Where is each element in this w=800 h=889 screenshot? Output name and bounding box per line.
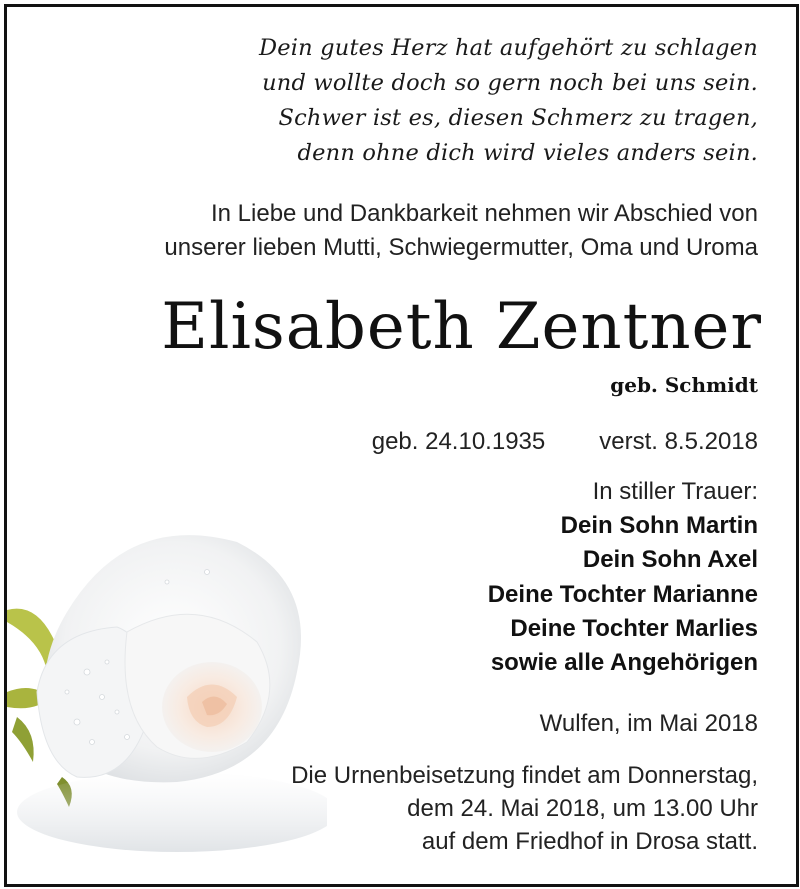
- mourner-name: Deine Tochter Marianne: [487, 580, 758, 608]
- mourner-name: Deine Tochter Marlies: [510, 614, 758, 642]
- mourners-heading: In stiller Trauer:: [592, 478, 758, 505]
- life-dates: [372, 425, 758, 459]
- farewell-intro: [164, 197, 758, 265]
- obituary-notice: [4, 4, 799, 887]
- poem: [259, 31, 758, 171]
- poem-line: Schwer ist es, diesen Schmerz zu tragen,: [278, 105, 758, 131]
- intro-line: In Liebe und Dankbarkeit nehmen wir Abschied von: [210, 200, 758, 227]
- mourner-name: sowie alle Angehörigen: [490, 649, 758, 677]
- deceased-name: Elisabeth Zentner: [161, 290, 762, 364]
- burial-line: dem 24. Mai 2018, um 13.00 Uhr: [407, 795, 758, 822]
- mourner-name: Dein Sohn Martin: [560, 512, 758, 540]
- intro-line: unserer lieben Mutti, Schwiegermutter, Oma und Uroma: [164, 234, 758, 261]
- maiden-name: geb. Schmidt: [610, 373, 758, 397]
- mourner-name: Dein Sohn Axel: [582, 546, 758, 574]
- burial-line: auf dem Friedhof in Drosa statt.: [421, 828, 758, 855]
- burial-line: Die Urnenbeisetzung findet am Donnerstag,: [291, 762, 758, 789]
- poem-line: denn ohne dich wird vieles anders sein.: [297, 140, 758, 166]
- birth-date: geb. 24.10.1935: [371, 428, 546, 455]
- mourners-list: [488, 475, 758, 680]
- death-date: verst. 8.5.2018: [599, 428, 758, 455]
- burial-info: [291, 759, 758, 858]
- poem-line: Dein gutes Herz hat aufgehört zu schlagen: [258, 35, 758, 61]
- white-rose-icon: [7, 522, 327, 852]
- place-and-date: Wulfen, im Mai 2018: [539, 710, 758, 737]
- poem-line: und wollte doch so gern noch bei uns sein.: [262, 70, 758, 96]
